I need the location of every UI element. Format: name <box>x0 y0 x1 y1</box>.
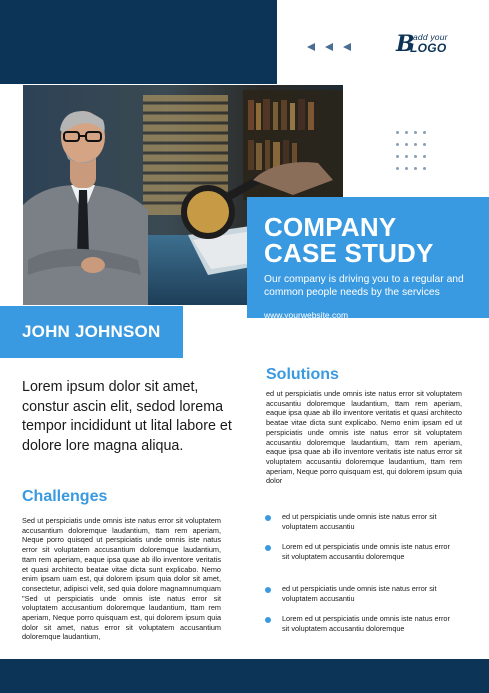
bullet-dot-icon <box>265 515 271 521</box>
challenges-body: Sed ut perspiciatis unde omnis iste natus error sit voluptatem accusantium doloremque laudantium, ttam rem aperiam, Neque porro quisqed ut perspiciatis unde omnis iste natus error sit voluptatem accusantium doloremque laudantium, ttam rem aperiam, eaque ipsa quae ab illo inventore veritatis et quasi architecto beatae vitae dicta sunt explicabo. Nemo enim ipsam uam est, qui dolorem ipsum quia dolor sit amet, consectetur, adipisci velit, sed quia dolore magnamnumquam "Sed ut perspiciatis unde omnis iste natus error sit voluptatem accusantium doloremque laudantium, ttam rem aperiam, Neque porro quisquam est, qui dolorem ipsum quia dolor sit amet, natus error sit voluptatem accusantium doloremque laudantium, <box>22 516 221 642</box>
arrow-left-icon <box>325 43 333 51</box>
brand-logo <box>396 31 466 57</box>
header-band <box>0 0 277 84</box>
arrow-left-icon <box>343 43 351 51</box>
solutions-heading: Solutions <box>266 366 339 383</box>
title-line-1: COMPANY <box>264 212 397 242</box>
bullet-text: Lorem ed ut perspiciatis unde omnis iste natus error sit voluptatem accusantiu doloremque <box>282 614 450 633</box>
bullet-dot-icon <box>265 587 271 593</box>
arrow-left-icon <box>307 43 315 51</box>
footer-band <box>0 659 489 693</box>
logo-line1: add your <box>413 32 448 42</box>
bullet-text: ed ut perspiciatis unde omnis iste natus error sit voluptatem accusantiu <box>282 512 437 531</box>
header-arrows <box>307 43 351 51</box>
person-name: JOHN JOHNSON <box>0 306 183 358</box>
tagline: Our company is driving you to a regular and common people needs by the services <box>264 274 464 298</box>
bullet-text: ed ut perspiciatis unde omnis iste natus error sit voluptatem accusantiu <box>282 584 437 603</box>
bullet-dot-icon <box>265 617 271 623</box>
bullet-dot-icon <box>265 545 271 551</box>
challenges-heading: Challenges <box>22 488 108 505</box>
intro-text: Lorem ipsum dolor sit amet, constur ascin elit, sedod lorema tempor incididunt ut lital labore et dolore lore magna aliqua. <box>22 379 232 454</box>
website-link[interactable]: www.yourwebsite.com <box>264 310 349 320</box>
title-line-2: CASE STUDY <box>264 238 434 268</box>
logo-line2: LOGO <box>410 41 447 55</box>
title-panel <box>247 197 489 318</box>
logo-letter: B <box>396 31 415 57</box>
solutions-body: ed ut perspiciatis unde omnis iste natus error sit voluptatem accusantiu doloremque laudantium, ttam rem aperiam, eaque ipsa quae ab illo inventore veritatis et quasi architecto beatae vitae dicta sunt explicabo. Nemo enim ipsam ed ut perspiciatis unde omnis iste natus error sit voluptatem accusantiu doloremque laudantium, ttam rem aperiam, eaque ipsa quae ab illo inventore veritatis iste natus error sit voluptatem accusantiu doloremque laudantium, ttam rem aperiam, Neque porro quisquam est, qui dolorem ipsum quia dolor <box>266 389 462 486</box>
decorative-dot-grid <box>396 131 426 170</box>
bullet-text: Lorem ed ut perspiciatis unde omnis iste natus error sit voluptatem accusantiu doloremque <box>282 542 450 561</box>
